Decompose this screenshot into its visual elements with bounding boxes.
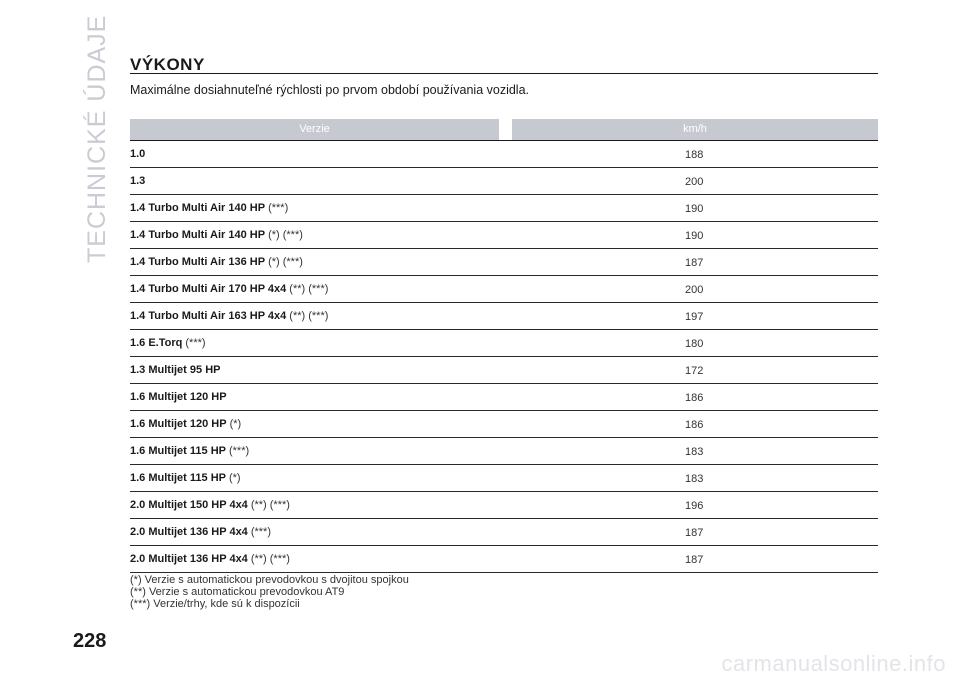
version-name: 1.3 [130, 175, 146, 187]
version-name: 1.4 Turbo Multi Air 136 HP [130, 256, 266, 268]
table-row [130, 168, 878, 195]
table-row [130, 492, 878, 519]
version-cell [130, 310, 328, 322]
speed-value: 187 [685, 257, 704, 269]
version-note: (**) (***) [250, 553, 290, 565]
version-cell [130, 283, 328, 295]
version-name: 1.4 Turbo Multi Air 170 HP 4x4 [130, 283, 287, 295]
table-row [130, 141, 878, 168]
version-note: (***) [228, 445, 250, 457]
version-name: 1.6 Multijet 120 HP [130, 418, 227, 430]
footnote: (**) Verzie s automatickou prevodovkou AT9 [130, 586, 345, 598]
speed-value: 186 [685, 419, 704, 431]
version-name: 2.0 Multijet 136 HP 4x4 [130, 553, 248, 565]
subtitle: Maximálne dosiahnuteľné rýchlosti po prvom období používania vozidla. [130, 83, 530, 97]
speed-value: 187 [685, 527, 704, 539]
title-rule [130, 73, 878, 74]
speed-value: 187 [685, 554, 704, 566]
version-cell [130, 256, 303, 268]
speed-value: 200 [685, 284, 704, 296]
footnote: (*) Verzie s automatickou prevodovkou s dvojitou spojkou [130, 574, 409, 586]
version-name: 1.4 Turbo Multi Air 140 HP [130, 202, 266, 214]
version-note: (***) [250, 526, 271, 538]
speed-value: 190 [685, 230, 704, 242]
version-cell [130, 445, 249, 457]
version-cell [130, 202, 288, 214]
version-cell [130, 175, 148, 187]
table-row [130, 384, 878, 411]
speed-value: 186 [685, 392, 704, 404]
version-cell [130, 472, 241, 484]
version-cell [130, 391, 230, 403]
version-note: (*) [229, 418, 242, 430]
version-note: (*) (***) [268, 256, 303, 268]
speed-table [130, 141, 878, 573]
table-row [130, 222, 878, 249]
table-row [130, 546, 878, 573]
version-note: (***) [185, 337, 206, 349]
version-name: 1.6 Multijet 115 HP [130, 445, 226, 457]
speed-value: 188 [685, 149, 704, 161]
version-name: 1.6 Multijet 120 HP [130, 391, 227, 403]
table-row [130, 330, 878, 357]
version-cell [130, 418, 241, 430]
table-row [130, 438, 878, 465]
table-row [130, 465, 878, 492]
footnote: (***) Verzie/trhy, kde sú k dispozícii [130, 598, 300, 610]
version-name: 1.4 Turbo Multi Air 163 HP 4x4 [130, 310, 287, 322]
version-note: (**) (***) [289, 283, 329, 295]
version-cell [130, 229, 303, 241]
version-name: 1.6 E.Torq [130, 337, 183, 349]
version-cell [130, 553, 290, 565]
table-row [130, 303, 878, 330]
column-header-verzie: Verzie [130, 119, 499, 140]
version-cell [130, 337, 206, 349]
table-row [130, 411, 878, 438]
version-note: (**) (***) [289, 310, 329, 322]
speed-value: 180 [685, 338, 704, 350]
watermark: carmanualsonline.info [721, 651, 946, 676]
version-name: 1.0 [130, 148, 146, 160]
version-name: 1.4 Turbo Multi Air 140 HP [130, 229, 266, 241]
table-row [130, 195, 878, 222]
version-cell [130, 499, 290, 511]
speed-value: 183 [685, 473, 704, 485]
version-note: (*) (***) [268, 229, 303, 241]
version-cell [130, 526, 271, 538]
version-name: 2.0 Multijet 150 HP 4x4 [130, 499, 248, 511]
speed-value: 196 [685, 500, 704, 512]
page-number: 228 [73, 630, 107, 652]
version-cell [130, 364, 223, 376]
section-title: VÝKONY [130, 55, 205, 74]
version-name: 1.6 Multijet 115 HP [130, 472, 226, 484]
footnotes [130, 574, 409, 610]
version-cell [130, 148, 148, 160]
version-name: 1.3 Multijet 95 HP [130, 364, 221, 376]
version-note: (**) (***) [250, 499, 290, 511]
speed-value: 172 [685, 365, 704, 377]
column-header-kmh: km/h [512, 119, 878, 140]
table-row [130, 519, 878, 546]
table-row [130, 276, 878, 303]
version-note: (*) [228, 472, 241, 484]
speed-value: 200 [685, 176, 704, 188]
speed-value: 183 [685, 446, 704, 458]
version-note: (***) [268, 202, 289, 214]
table-row [130, 249, 878, 276]
version-name: 2.0 Multijet 136 HP 4x4 [130, 526, 248, 538]
table-header [130, 119, 878, 140]
speed-value: 190 [685, 203, 704, 215]
speed-value: 197 [685, 311, 704, 323]
side-section-title-text: TECHNICKÉ ÚDAJE [83, 14, 111, 263]
side-section-title [80, 14, 114, 263]
table-row [130, 357, 878, 384]
